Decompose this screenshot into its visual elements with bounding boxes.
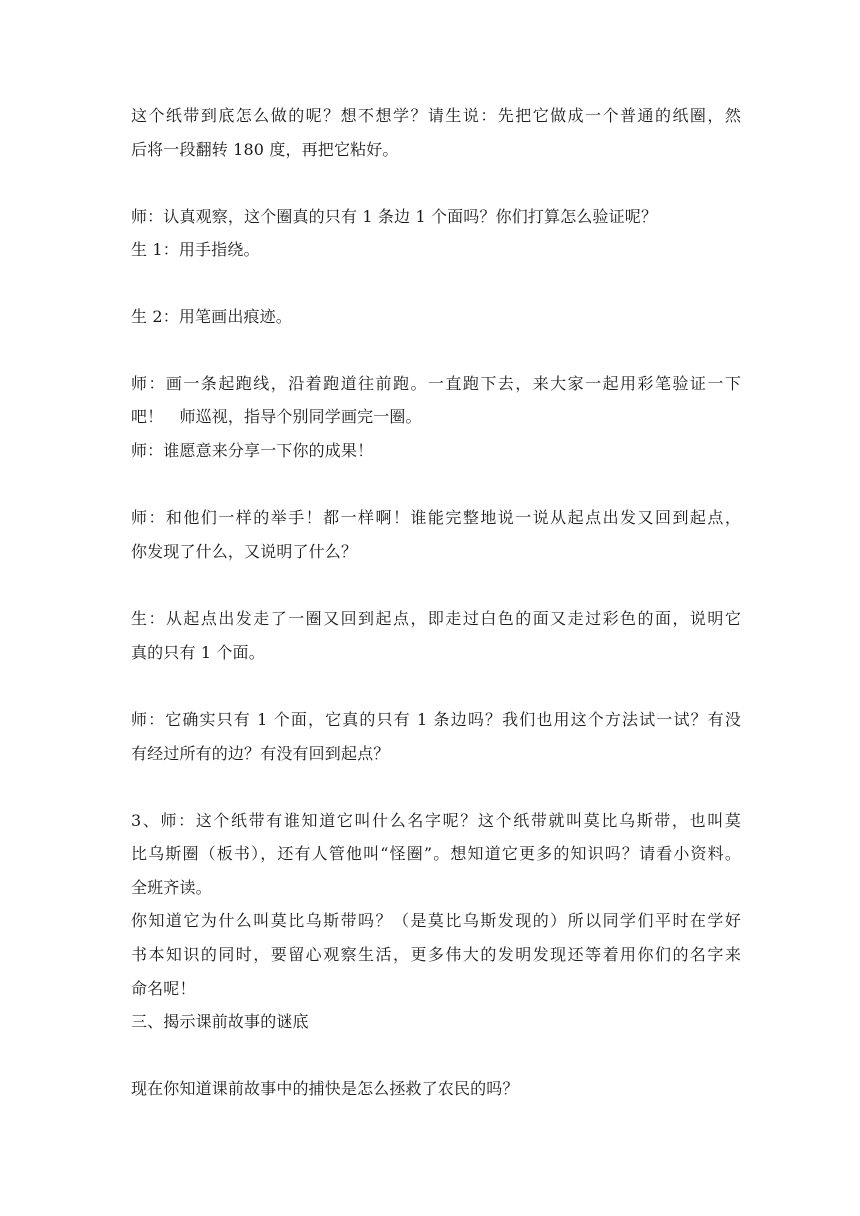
paragraph-line: 你知道它为什么叫莫比乌斯带吗？（是莫比乌斯发现的）所以同学们平时在学好 <box>131 911 741 930</box>
section-heading: 三、揭示课前故事的谜底 <box>131 1012 309 1031</box>
paragraph-line: 生 1：用手指绕。 <box>131 240 260 259</box>
paragraph-line: 书本知识的同时，要留心观察生活，更多伟大的发明发现还等着用你们的名字来 <box>131 945 741 964</box>
paragraph-line: 师：和他们一样的举手！都一样啊！谁能完整地说一说从起点出发又回到起点， <box>131 508 741 527</box>
paragraph-line: 现在你知道课前故事中的捕快是怎么拯救了农民的吗？ <box>131 1079 519 1098</box>
paragraph-line: 全班齐读。 <box>131 878 212 897</box>
paragraph-line: 命名呢！ <box>131 979 196 998</box>
paragraph-line: 生：从起点出发走了一圈又回到起点，即走过白色的面又走过彩色的面，说明它 <box>131 609 741 628</box>
paragraph-line: 真的只有 1 个面。 <box>131 643 265 662</box>
paragraph-line: 这个纸带到底怎么做的呢？想不想学？请生说：先把它做成一个普通的纸圈，然 <box>131 106 741 125</box>
paragraph-line: 师：谁愿意来分享一下你的成果！ <box>131 441 374 460</box>
paragraph-line: 师：画一条起跑线，沿着跑道往前跑。一直跑下去，来大家一起用彩笔验证一下 <box>131 374 741 393</box>
paragraph-line: 生 2：用笔画出痕迹。 <box>131 307 292 326</box>
paragraph-line: 有经过所有的边？有没有回到起点？ <box>131 744 390 763</box>
paragraph-line: 后将一段翻转 180 度，再把它粘好。 <box>131 140 399 159</box>
paragraph-line: 师：认真观察，这个圈真的只有 1 条边 1 个面吗？你们打算怎么验证呢？ <box>131 207 658 226</box>
paragraph-line: 师：它确实只有 1 个面，它真的只有 1 条边吗？我们也用这个方法试一试？有没 <box>131 710 741 729</box>
paragraph-line: 3、师：这个纸带有谁知道它叫什么名字呢？这个纸带就叫莫比乌斯带，也叫莫 <box>131 811 741 830</box>
paragraph-line: 你发现了什么，又说明了什么？ <box>131 542 358 561</box>
paragraph-line: 比乌斯圈（板书），还有人管他叫“怪圈”。想知道它更多的知识吗？请看小资料。 <box>131 844 741 863</box>
paragraph-line: 吧！ 师巡视，指导个别同学画完一圈。 <box>131 407 422 426</box>
